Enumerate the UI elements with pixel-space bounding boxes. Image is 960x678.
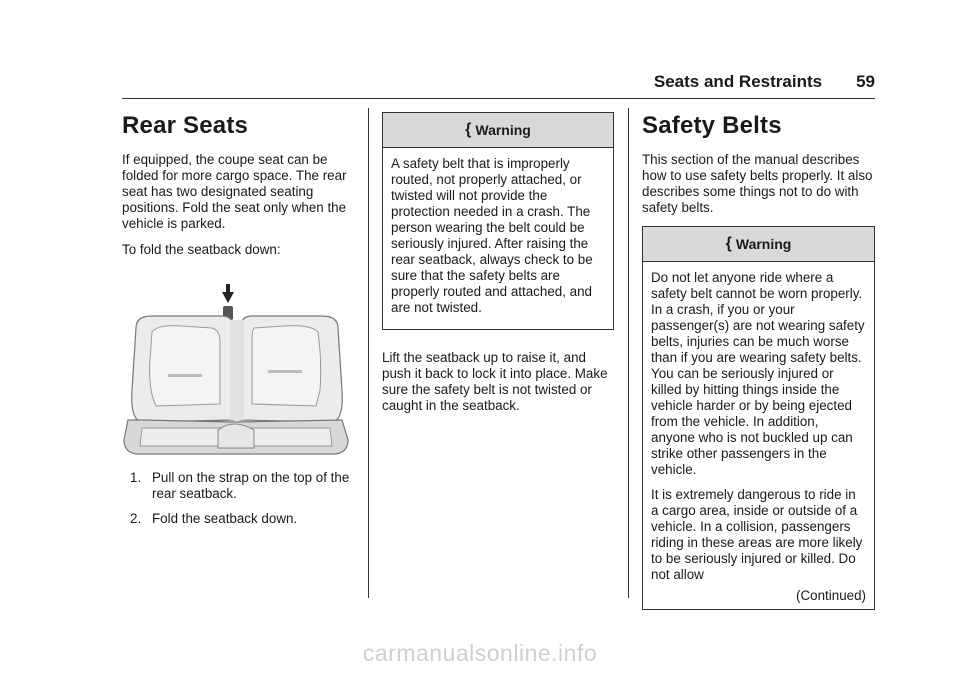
column-warning	[382, 112, 614, 424]
raise-seatback-text: Lift the seatback up to raise it, and push it back to lock it into place. Make sure the safety belt is not twisted or caught in the seatback.	[382, 350, 608, 413]
warning-label: Warning	[475, 122, 531, 138]
warning-box	[382, 112, 614, 330]
warning-box	[642, 226, 875, 610]
down-arrow-icon	[222, 284, 234, 303]
page-number: 59	[856, 72, 875, 91]
column-safety-belts	[642, 108, 875, 610]
section-title: Seats and Restraints	[653, 72, 823, 91]
column-divider	[368, 108, 369, 598]
continued-label: (Continued)	[796, 588, 866, 603]
warning-text: It is extremely dangerous to ride in a cargo area, inside or outside of a vehicle. In a collision, passengers riding in these areas are more likely to be seriously injured or killed. Do not allow	[651, 487, 863, 582]
safety-belts-intro: This section of the manual describes how to use safety belts properly. It also describes some things not to do with safety belts.	[642, 152, 873, 215]
warning-text: Do not let anyone ride where a safety belt cannot be worn properly. In a crash, if you or your passenger(s) are not wearing safety belts, injuries can be much worse than if you are wearing safety belts. You can be seriously injured or killed by hitting things inside the vehicle harder or by being ejected from the vehicle. In addition, anyone who is not buckled up can strike other passengers in the vehicle.	[651, 270, 865, 477]
warning-icon: {	[465, 121, 472, 138]
page-header	[0, 72, 875, 92]
rear-seat-illustration	[122, 270, 350, 460]
warning-text: A safety belt that is improperly routed, not properly attached, or twisted will not provide the protection needed in a crash. The person wearing the belt could be seriously injured. After raising the rear seatback, always check to be sure that the safety belts are properly routed and attached, and are not twisted.	[391, 156, 593, 315]
fold-instructions-lead: To fold the seatback down:	[122, 242, 281, 257]
warning-header	[383, 113, 613, 148]
list-item: 2. Fold the seatback down.	[130, 511, 298, 526]
list-item: 1. Pull on the strap on the top of the rear seatback.	[130, 470, 350, 501]
watermark: carmanualsonline.info	[362, 640, 598, 666]
rear-seats-intro: If equipped, the coupe seat can be folded for more cargo space. The rear seat has two designated seating positions. Fold the seat only when the vehicle is parked.	[122, 152, 347, 231]
safety-belts-heading: Safety Belts	[642, 112, 782, 139]
column-rear-seats	[122, 108, 354, 536]
warning-label: Warning	[735, 236, 792, 252]
fold-steps-list	[122, 470, 354, 527]
warning-icon: {	[725, 235, 732, 252]
rear-seats-heading: Rear Seats	[122, 112, 249, 139]
header-rule	[122, 98, 875, 99]
column-divider	[628, 108, 629, 598]
warning-header	[643, 227, 874, 262]
